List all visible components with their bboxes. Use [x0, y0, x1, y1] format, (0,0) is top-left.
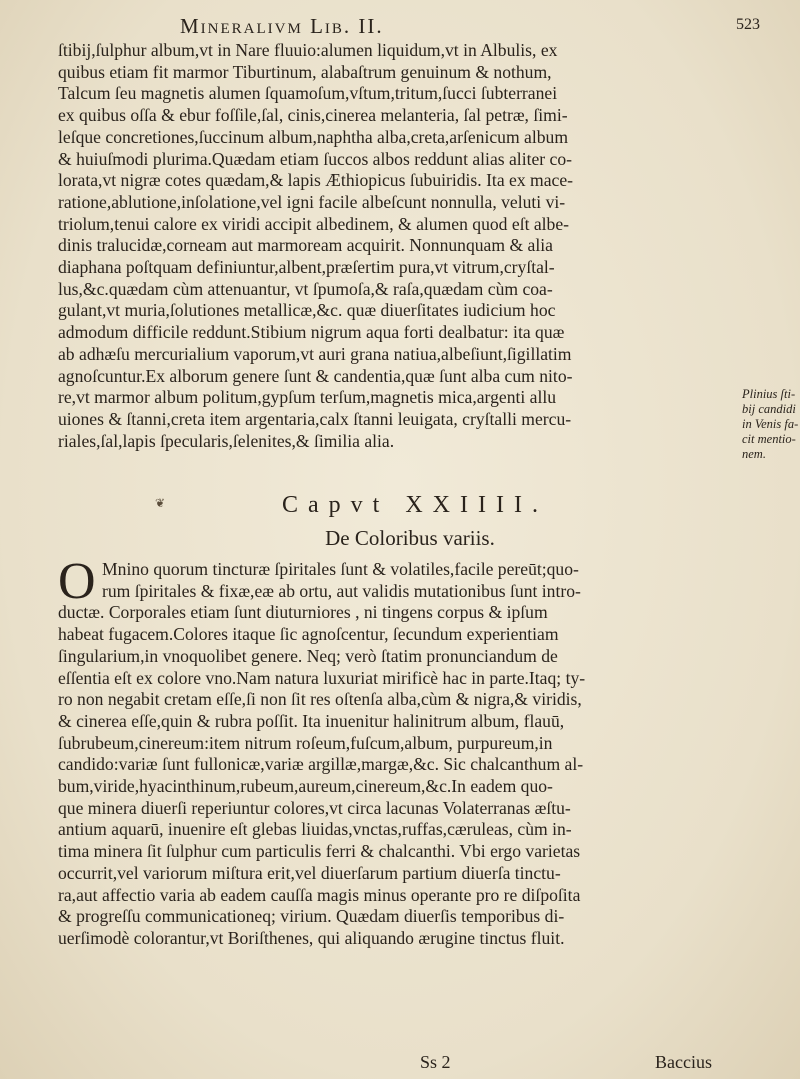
signature-mark: Ss 2 [420, 1052, 451, 1072]
text-line: dinis tralucidæ,corneam aut marmoream acquirit. Nonnunquam & alia [58, 235, 553, 256]
text-line: ro non negabit cretam eſſe,ſi non ſit res oſtenſa alba,cùm & nigra,& viridis, [58, 689, 582, 710]
page-number: 523 [736, 16, 760, 33]
ornament-mark: ❦ [155, 496, 166, 510]
text-line: triolum,tenui calore ex viridi accipit albedinem, & alumen quod eſt albe- [58, 213, 570, 234]
text-line: ductæ. Corporales etiam ſunt diuturniores , ni tingens corpus & ipſum [58, 602, 548, 623]
text-line: diaphana poſtquam definiuntur,albent,præſertim pura,vt vitrum,cryſtal- [58, 257, 555, 278]
drop-cap: O [58, 553, 96, 610]
text-line: ex quibus oſſa & ebur foſſile,ſal, cinis,cinerea melanteria, ſal petræ, ſimi- [58, 105, 568, 126]
text-line: ſubrubeum,cinereum:item nitrum roſeum,fuſcum,album, purpureum,in [58, 732, 553, 753]
text-line: ab adhæſu mercurialium vaporum,vt auri grana natiua,albeſiunt,ſigillatim [58, 343, 572, 364]
margin-note-line: bij candidi [742, 402, 796, 416]
text-line: riales,ſal,lapis ſpecularis,ſelenites,& ſimilia alia. [58, 430, 395, 451]
text-line: ſtibij,ſulphur album,vt in Nare fluuio:alumen liquidum,vt in Albulis, ex [58, 40, 558, 60]
text-line: antium aquarū, inuenire eſt glebas liuidas,vnctas,ruffas,cæruleas, cùm in- [58, 819, 572, 840]
text-line: lorata,vt nigræ cotes quædam,& lapis Æthiopicus ſubuiridis. Ita ex mace- [58, 170, 574, 191]
running-head [180, 14, 780, 40]
chapter-title: Capvt XXIIII. [282, 492, 548, 518]
text-line: admodum difficile reddunt.Stibium nigrum aqua forti dealbatur: ita quæ [58, 322, 565, 343]
text-line: & cinerea eſſe,quin & rubra poſſit. Ita inuenitur halinitrum album, flauū, [58, 710, 565, 731]
text-line: eſſentia eſt ex colore vno.Nam natura luxuriat mirificè hac in parte.Itaq; ty- [58, 667, 586, 688]
catchword: Baccius [655, 1052, 712, 1072]
running-head-title: Mineralivm Lib. II. [180, 14, 384, 38]
text-line: tima minera ſit ſulphur cum particulis ferri & chalcanthi. Vbi ergo varietas [58, 841, 581, 862]
paragraph-2 [58, 553, 738, 950]
text-line: re,vt marmor album politum,gypſum terſum,magnetis mica,argenti allu [58, 387, 557, 408]
text-line: uiones & ſtanni,creta item argentaria,calx ſtanni leuigata, cryſtalli mercu- [58, 408, 572, 429]
text-line: & progreſſu communicationeq; virium. Quædam diuerſis temporibus di- [58, 906, 565, 927]
text-line: lus,&c.quædam cùm attenuantur, vt ſpumoſa,& raſa,quædam cùm coa- [58, 278, 553, 299]
chapter-heading: De Coloribus variis. [325, 526, 495, 550]
margin-note-line: in Venis fa- [742, 417, 799, 431]
text-line: ra,aut affectio varia ab eadem cauſſa magis minus operante pro re diſpoſita [58, 884, 581, 905]
margin-note-line: Plinius ſti- [742, 387, 796, 401]
margin-note-line: nem. [742, 447, 766, 461]
margin-note [742, 387, 800, 462]
text-line: habeat fugacem.Colores itaque ſic agnoſcentur, ſecundum experientiam [58, 624, 559, 645]
text-line: bum,viride,hyacinthinum,rubeum,aureum,cinereum,&c.In eadem quo- [58, 776, 553, 797]
text-line: gulant,vt muria,ſolutiones metallicæ,&c. quæ diuerſitates iudicium hoc [58, 300, 556, 321]
text-line: agnoſcuntur.Ex alborum genere ſunt & candentia,quæ ſunt alba cum nito- [58, 365, 573, 386]
text-line: candido:variæ ſunt fullonicæ,variæ argillæ,margæ,&c. Sic chalcanthum al- [58, 754, 584, 775]
text-line: & huiuſmodi plurima.Quædam etiam ſuccos albos reddunt alias aliter co- [58, 148, 573, 169]
text-line: Talcum ſeu magnetis alumen ſquamoſum,vſtum,tritum,ſucci ſubterranei [58, 83, 558, 104]
paragraph-1 [58, 40, 738, 452]
text-line: Mnino quorum tincturæ ſpiritales ſunt & volatiles,facile pereūt;quo- [102, 559, 579, 579]
text-line: ſingularium,in vnoquolibet genere. Neq; verò ſtatim pronunciandum de [58, 645, 558, 666]
text-line: quibus etiam fit marmor Tiburtinum, alabaſtrum genuinum & nothum, [58, 61, 552, 82]
text-line: occurrit,vel variorum miſtura erit,vel diuerſarum partium diuerſa tinctu- [58, 862, 561, 883]
text-line: que minera diuerſi reperiuntur colores,vt circa lacunas Volaterranas æſtu- [58, 797, 571, 818]
text-line: rum ſpiritales & fixæ,eæ ab ortu, aut validis mutationibus ſunt intro- [102, 580, 581, 601]
text-line: ratione,ablutione,inſolatione,vel igni facile albeſcunt nonnulla, veluti vi- [58, 191, 566, 212]
text-line: leſque concretiones,ſuccinum album,naphtha alba,creta,arſenicum album [58, 126, 569, 147]
margin-note-line: cit mentio- [742, 432, 796, 446]
text-line: uerſimodè colorantur,vt Boriſthenes, qui aliquando ærugine tinctus fluit. [58, 927, 565, 948]
